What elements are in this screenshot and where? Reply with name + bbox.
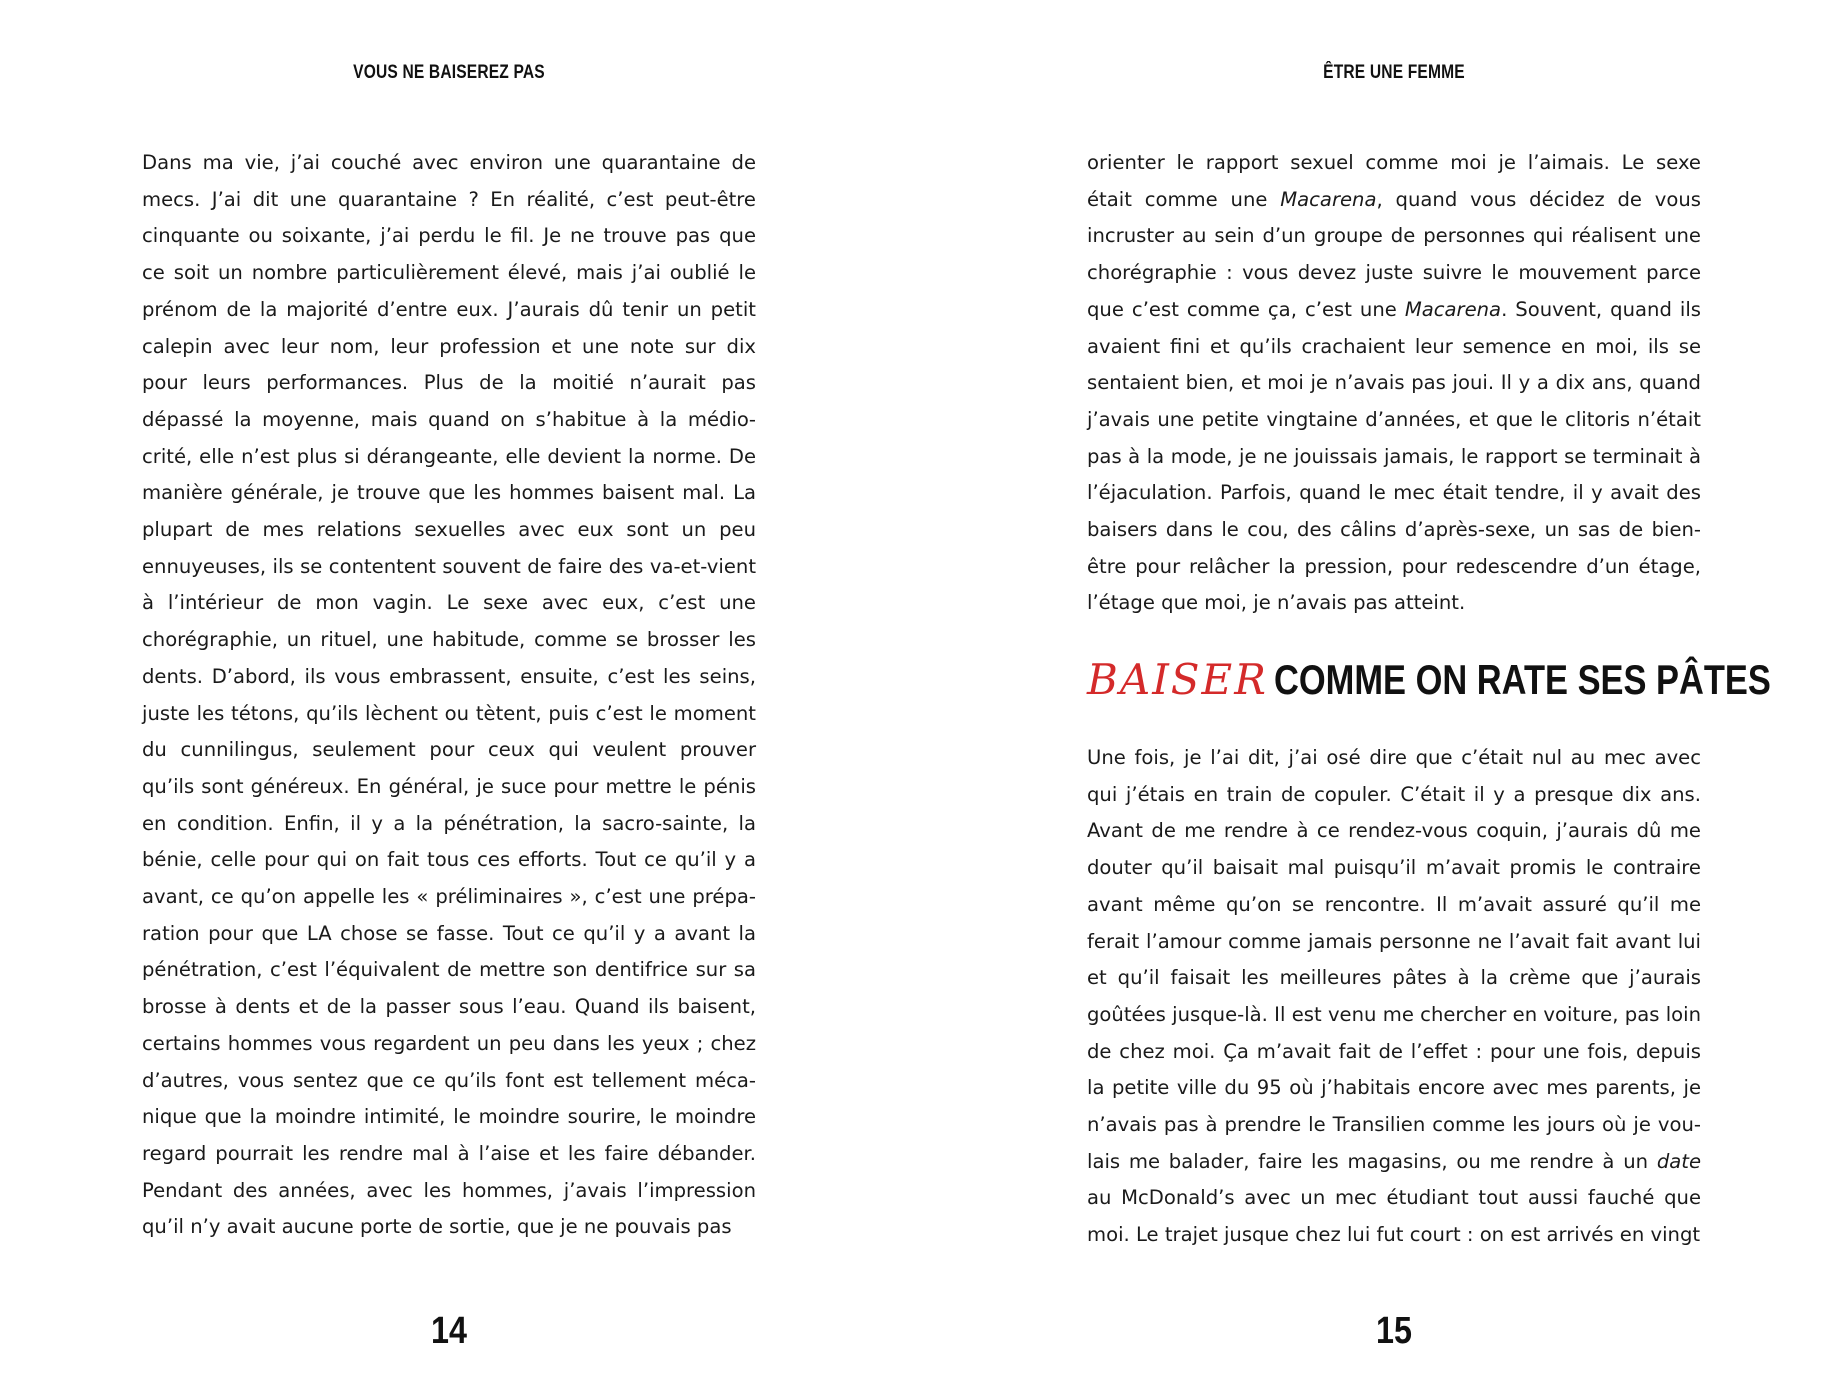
text-run: , quand vous décidez de vous incruster au sein d’un groupe de personnes qui réalisent une chorégraphie : vous devez juste suivre le mouvement parce que c’est comme ça, c’est une <box>1087 187 1701 321</box>
italic-title: Macarena <box>1404 297 1502 321</box>
running-head-left: VOUS NE BAISEREZ PAS <box>353 62 545 83</box>
left-page <box>142 0 756 1400</box>
text-run: au McDonald’s avec un mec étudiant tout aussi fauché que moi. Le trajet jusque chez lui fut court : on est arrivés en vingt <box>1087 1186 1701 1247</box>
left-page-body: Dans ma vie, j’ai couché avec environ une quarantaine de mecs. J’ai dit une quarantaine ? En réalité, c’est peut-être cinquante ou soixante, j’ai perdu le fil. Je ne trouve pas que ce soit un nombre particulièrement élevé, mais j’ai oublié le prénom de la majorité d’entre eux. J’aurais dû tenir un petit calepin avec leur nom, leur profession et une note sur dix pour leurs performances. Plus de la moitié n’aurait pas dépassé la moyenne, mais quand on s’habitue à la médiocrité, elle n’est plus si dérangeante, elle devient la norme. De manière générale, je trouve que les hommes baisent mal. La plupart de mes relations sexuelles avec eux sont un peu ennuyeuses, ils se contentent souvent de faire des va-et-vient à l’intérieur de mon vagin. Le sexe avec eux, c’est une chorégraphie, un rituel, une habitude, comme se brosser les dents. D’abord, ils vous embrassent, ensuite, c’est les seins, juste les tétons, qu’ils lèchent ou tètent, puis c’est le moment du cunnilingus, seulement pour ceux qui veulent prouver qu’ils sont généreux. En général, je suce pour mettre le pénis en condition. Enfin, il y a la pénétration, la sacro-sainte, la bénie, celle pour qui on fait tous ces efforts. Tout ce qu’il y a avant, ce qu’on appelle les « préliminaires », c’est une préparation pour que LA chose se fasse. Tout ce qu’il y a avant la pénétration, c’est l’équivalent de mettre son dentifrice sur sa brosse à dents et de la passer sous l’eau. Quand ils baisent, certains hommes vous regardent un peu dans les yeux ; chez d’autres, vous sentez que ce qu’ils font est tellement mécanique que la moindre intimité, le moindre sourire, le moindre regard pourrait les rendre mal à l’aise et les faire débander. Pendant des années, avec les hommes, j’avais l’impression qu’il n’y avait aucune porte de sortie, que je ne pouvais pas <box>142 151 756 1239</box>
right-page-paragraph-1 <box>1087 145 1701 622</box>
italic-word: date <box>1656 1149 1701 1173</box>
italic-title: Macarena <box>1280 187 1377 211</box>
right-page-paragraph-2 <box>1087 740 1701 1254</box>
right-page <box>1087 0 1771 1400</box>
section-heading <box>1087 655 1771 704</box>
section-heading-main: COMME ON RATE SES PÂTES <box>1273 656 1771 703</box>
text-run: . Souvent, quand ils avaient fini et qu’ils crachaient leur semence en moi, ils se sentaient bien, et moi je n’avais pas joui. Il y a dix ans, quand j’avais une petite vingtaine d’années, et que le clitoris n’était pas à la mode, je ne jouissais jamais, le rapport se terminait à l’éjaculation. Parfois, quand le mec était tendre, il y avait des baisers dans le cou, des câlins d’après-sexe, un sas de bien-être pour relâcher la pression, pour redescendre d’un étage, l’étage que moi, je n’avais pas atteint. <box>1087 297 1701 615</box>
running-head-right: ÊTRE UNE FEMME <box>1323 62 1465 83</box>
page-number-right: 15 <box>1376 1310 1412 1352</box>
section-heading-accent: BAISER <box>1087 655 1268 704</box>
text-run: Une fois, je l’ai dit, j’ai osé dire que c’était nul au mec avec qui j’étais en train de copuler. C’était il y a presque dix ans. Avant de me rendre à ce rendez-vous coquin, j’aurais dû me douter qu’il baisait mal puisqu’il m’avait promis le contraire avant même qu’on se rencontre. Il m’avait assuré qu’il me ferait l’amour comme jamais personne ne l’avait fait avant lui et qu’il faisait les meilleures pâtes à la crème que j’aurais goûtées jusque-là. Il est venu me chercher en voiture, pas loin de chez moi. Ça m’avait fait de l’effet : pour une fois, depuis la petite ville du 95 où j’habitais encore avec mes parents, je n’avais pas à prendre le Transilien comme les jours où je voulais me balader, faire les magasins, ou me rendre à un <box>1087 746 1701 1173</box>
text-run: orienter le rapport sexuel comme moi je l’aimais. Le sexe était comme une <box>1087 151 1701 211</box>
page-number-left: 14 <box>431 1310 467 1352</box>
